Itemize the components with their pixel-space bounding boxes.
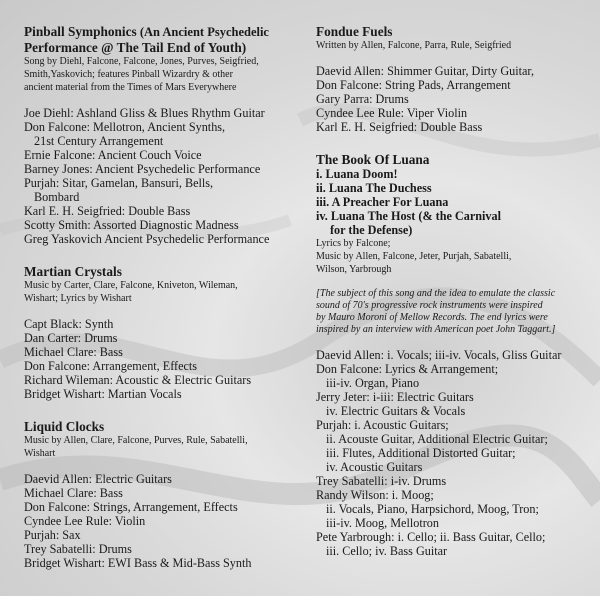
section-title: Fondue Fuels [316,24,393,39]
credit-line: Written by Allen, Falcone, Parra, Rule, Seigfried [316,40,512,51]
performer-line: Purjah: i. Acoustic Guitars; [316,418,449,432]
performer-line: Gary Parra: Drums [316,92,409,106]
performer-line: iii-iv. Organ, Piano [326,376,420,390]
section-title: Pinball Symphonics (An Ancient Psychedelic [24,24,269,39]
performer-line: Dan Carter: Drums [24,331,118,345]
performer-line: Don Falcone: Lyrics & Arrangement; [316,362,499,376]
performer-line: iii. Cello; iv. Bass Guitar [326,544,448,558]
liner-note: inspired by an interview with American poet John Taggart.] [316,324,556,335]
performer-line: Purjah: Sitar, Gamelan, Bansuri, Bells, [24,176,214,190]
performer-line: iii. Flutes, Additional Distorted Guitar; [326,446,516,460]
performer-line: Michael Clare: Bass [24,486,123,500]
section-title: The Book Of Luana [316,152,430,167]
performer-line: Daevid Allen: Electric Guitars [24,472,172,486]
performer-line: Don Falcone: Strings, Arrangement, Effects [24,500,238,514]
track-title: iii. A Preacher For Luana [316,195,449,209]
liner-note: by Mauro Moroni of Mellow Records. The end lyrics were [316,312,548,323]
performer-line: Cyndee Lee Rule: Viper Violin [316,106,468,120]
credit-line: Wishart; Lyrics by Wishart [24,293,132,304]
performer-line: Karl E. H. Seigfried: Double Bass [24,204,191,218]
performer-line: Trey Sabatelli: Drums [24,542,132,556]
performer-line: Jerry Jeter: i-iii: Electric Guitars [316,390,474,404]
liner-note: sound of 70's progressive rock instruments were inspired [316,300,543,311]
performer-line: Scotty Smith: Assorted Diagnostic Madness [24,218,239,232]
credit-line: Song by Diehl, Falcone, Falcone, Jones, Purves, Seigfried, [24,56,259,67]
performer-line: Joe Diehl: Ashland Gliss & Blues Rhythm Guitar [24,106,265,120]
performer-line: Karl E. H. Seigfried: Double Bass [316,120,483,134]
performer-line: Trey Sabatelli: i-iv. Drums [316,474,447,488]
credit-line: Lyrics by Falcone; [316,238,391,249]
performer-line: iv. Electric Guitars & Vocals [326,404,466,418]
performer-line: Bridget Wishart: Martian Vocals [24,387,182,401]
liner-note: [The subject of this song and the idea to emulate the classic [316,288,556,299]
performer-line: 21st Century Arrangement [34,134,164,148]
credit-line: ancient material from the Times of Mars Everywhere [24,82,237,93]
performer-line: Don Falcone: Mellotron, Ancient Synths, [24,120,226,134]
performer-line: Cyndee Lee Rule: Violin [24,514,146,528]
credit-line: Music by Allen, Clare, Falcone, Purves, Rule, Sabatelli, [24,435,248,446]
left-column [24,24,296,570]
track-title: ii. Luana The Duchess [316,181,432,195]
credit-line: Music by Carter, Clare, Falcone, Kniveton, Wileman, [24,280,238,291]
track-title: i. Luana Doom! [316,167,398,181]
performer-line: ii. Acouste Guitar, Additional Electric Guitar; [326,432,548,446]
track-title: iv. Luana The Host (& the Carnival [316,209,501,223]
section-subtitle: Performance @ The Tail End of Youth) [24,40,247,55]
performer-line: Barney Jones: Ancient Psychedelic Performance [24,162,261,176]
performer-line: Pete Yarbrough: i. Cello; ii. Bass Guitar, Cello; [316,530,546,544]
performer-line: Ernie Falcone: Ancient Couch Voice [24,148,202,162]
right-column [316,24,588,558]
performer-line: Don Falcone: String Pads, Arrangement [316,78,511,92]
performer-line: Richard Wileman: Acoustic & Electric Guitars [24,373,252,387]
performer-line: Capt Black: Synth [24,317,114,331]
performer-line: Daevid Allen: Shimmer Guitar, Dirty Guitar, [316,64,535,78]
performer-line: Bridget Wishart: EWI Bass & Mid-Bass Synth [24,556,252,570]
performer-line: Purjah: Sax [24,528,81,542]
performer-line: Michael Clare: Bass [24,345,123,359]
credit-line: Wishart [24,448,56,459]
performer-line: Bombard [34,190,80,204]
credit-line: Smith,Yaskovich; features Pinball Wizardry & other [24,69,233,80]
performer-line: Randy Wilson: i. Moog; [316,488,434,502]
section-title: Martian Crystals [24,264,122,279]
track-title: for the Defense) [330,223,413,237]
performer-line: iii-iv. Moog, Mellotron [326,516,439,530]
performer-line: iv. Acoustic Guitars [326,460,423,474]
performer-line: Don Falcone: Arrangement, Effects [24,359,198,373]
credit-line: Music by Allen, Falcone, Jeter, Purjah, Sabatelli, [316,251,512,262]
performer-line: Daevid Allen: i. Vocals; iii-iv. Vocals, Gliss Guitar [316,348,562,362]
credit-line: Wilson, Yarbrough [316,264,392,275]
section-title: Liquid Clocks [24,419,105,434]
performer-line: ii. Vocals, Piano, Harpsichord, Moog, Tron; [326,502,539,516]
performer-line: Greg Yaskovich Ancient Psychedelic Performance [24,232,270,246]
